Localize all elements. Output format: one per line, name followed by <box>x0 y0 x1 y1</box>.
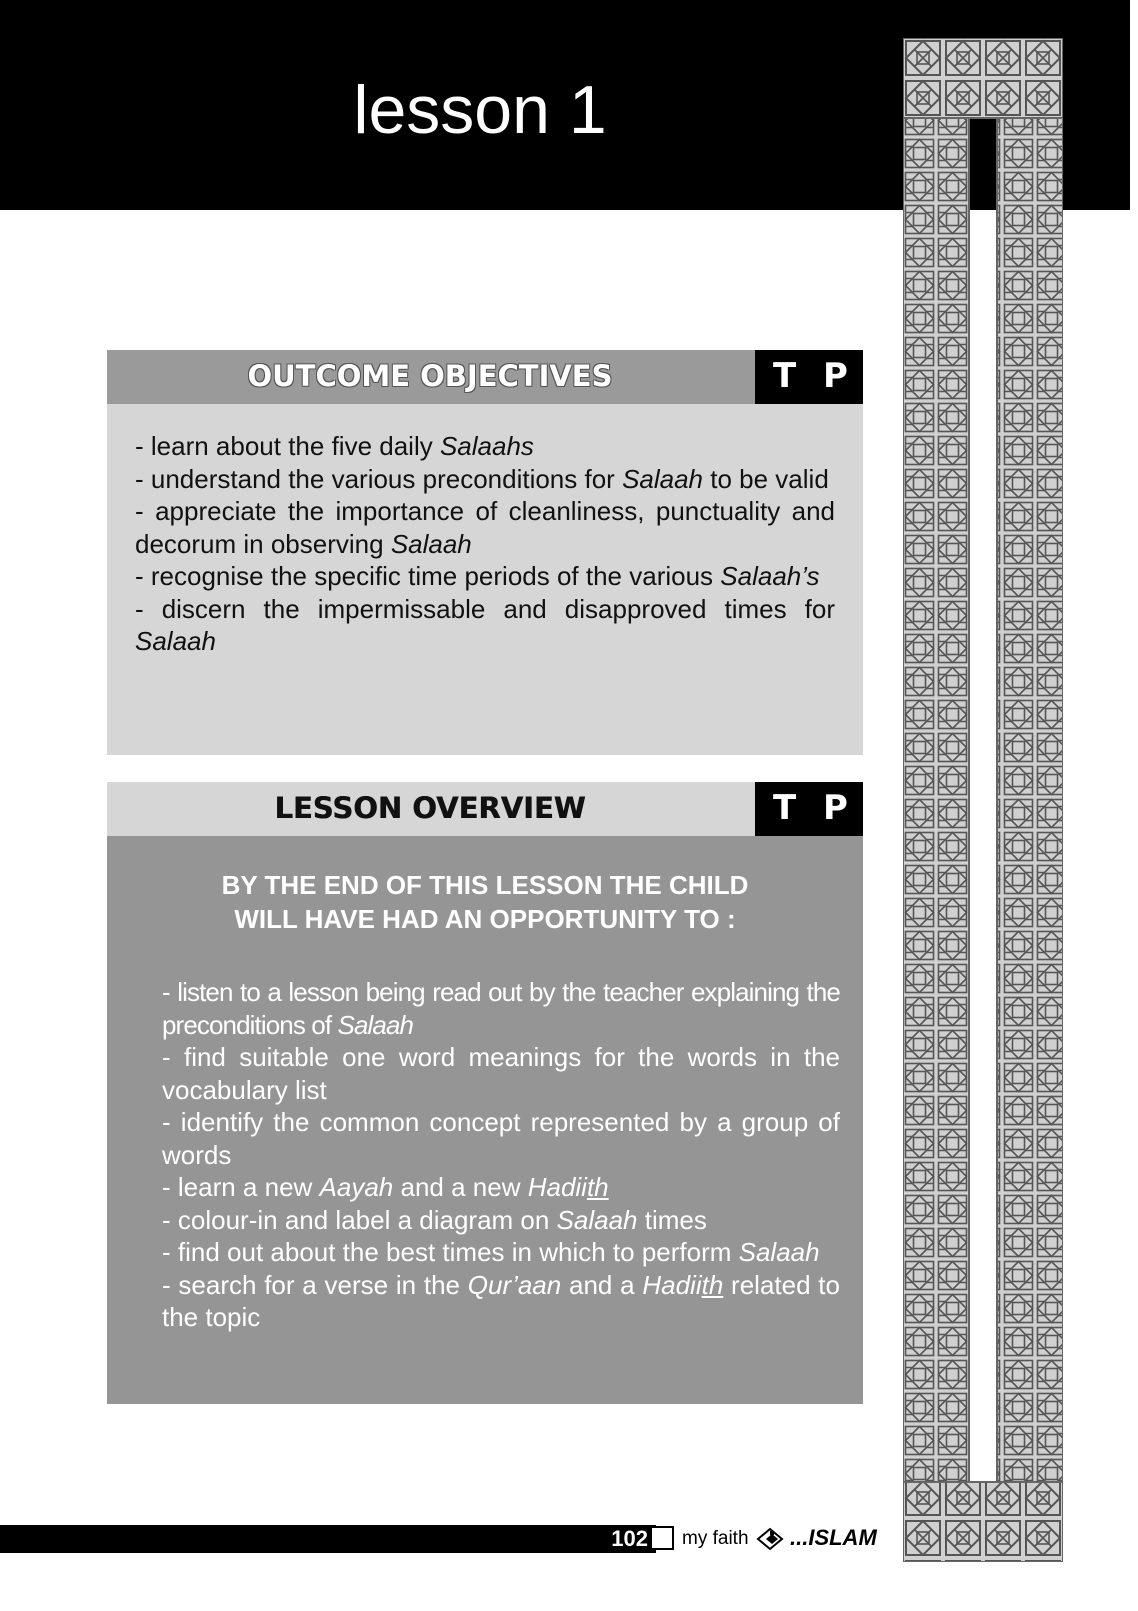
list-item-text: - listen to a lesson being read out by the teacher explaining the preconditions of <box>162 977 840 1040</box>
list-item-text: - discern the impermissable and disapproved times for <box>135 593 835 624</box>
outcome-objectives-box <box>107 404 863 755</box>
list-item-text: Salaah <box>738 1237 820 1267</box>
brand-logo-icon <box>754 1525 794 1553</box>
list-item <box>162 1041 840 1106</box>
list-item-text: th <box>701 1269 724 1300</box>
list-item-text: - search for a verse in the <box>162 1269 468 1300</box>
page-number-box <box>650 1526 674 1550</box>
list-item-text: - learn about the five daily <box>135 431 440 461</box>
brand-prefix: my faith <box>682 1528 749 1549</box>
tp-badge <box>755 782 863 836</box>
outcome-objectives-header <box>107 350 863 404</box>
list-item <box>162 976 840 1041</box>
outcome-objectives-list <box>135 430 835 658</box>
list-item-text: Hadii <box>642 1269 702 1300</box>
lesson-overview-intro <box>107 868 863 936</box>
list-item-text: times <box>637 1204 707 1235</box>
list-item-text: - appreciate the importance of cleanliness, punctuality and decorum in observing <box>135 496 835 559</box>
list-item-text: and a new <box>393 1172 528 1202</box>
lesson-overview-header <box>107 782 863 836</box>
list-item-text: Salaah <box>556 1204 638 1235</box>
lesson-overview-list <box>162 976 840 1334</box>
list-item-text: Salaah <box>390 528 472 559</box>
list-item <box>162 1236 840 1269</box>
intro-line: WILL HAVE HAD AN OPPORTUNITY TO : <box>234 904 736 934</box>
tp-badge-t: T <box>773 788 797 828</box>
list-item <box>135 560 835 593</box>
intro-line: BY THE END OF THIS LESSON THE CHILD <box>221 870 749 900</box>
list-item <box>162 1106 840 1171</box>
list-item-text: - colour-in and label a diagram on <box>162 1204 557 1235</box>
list-item-text: - find suitable one word meanings for the words in the vocabulary list <box>162 1042 840 1105</box>
list-item-text: Salaah <box>622 463 704 494</box>
knotwork-border-pattern <box>903 38 1063 1562</box>
list-item-text: and a <box>561 1269 643 1300</box>
page-number: 102 <box>611 1526 648 1551</box>
tp-badge-p: P <box>823 788 848 828</box>
list-item-text: - understand the various preconditions for <box>135 463 623 494</box>
list-item-text: th <box>586 1172 609 1202</box>
lesson-overview-box <box>107 836 863 1404</box>
list-item-text: Salaahs <box>439 431 534 461</box>
list-item-text: - learn a new <box>162 1172 320 1202</box>
list-item <box>162 1269 840 1334</box>
list-item <box>162 1204 840 1237</box>
list-item-text: Salaah <box>135 626 216 656</box>
decorative-border <box>903 38 1063 1562</box>
outcome-objectives-title: OUTCOME OBJECTIVES <box>247 359 613 393</box>
list-item <box>135 463 835 496</box>
list-item-text: Aayah <box>319 1172 394 1202</box>
list-item <box>135 593 835 658</box>
tp-badge <box>755 350 863 404</box>
list-item-text: related to the topic <box>162 1269 840 1332</box>
list-item-text: - find out about the best times in which to perform <box>162 1237 739 1267</box>
page-title: lesson 1 <box>353 72 607 148</box>
list-item-text: Salaah’s <box>720 561 820 591</box>
lesson-overview-title: LESSON OVERVIEW <box>274 791 586 825</box>
list-item-text: to be valid <box>703 463 829 494</box>
list-item <box>135 495 835 560</box>
tp-badge-p: P <box>823 356 848 396</box>
list-item <box>162 1171 840 1204</box>
list-item-text: Salaah <box>337 1009 414 1040</box>
list-item <box>135 430 835 463</box>
tp-badge-t: T <box>773 356 797 396</box>
list-item-text: Qur’aan <box>467 1269 562 1300</box>
list-item-text: - recognise the specific time periods of the various <box>135 561 721 591</box>
brand-name: ...ISLAM <box>790 1525 877 1550</box>
list-item-text: Hadii <box>527 1172 587 1202</box>
footer-bar <box>0 1525 656 1553</box>
list-item-text: - identify the common concept represented by a group of words <box>162 1107 840 1170</box>
